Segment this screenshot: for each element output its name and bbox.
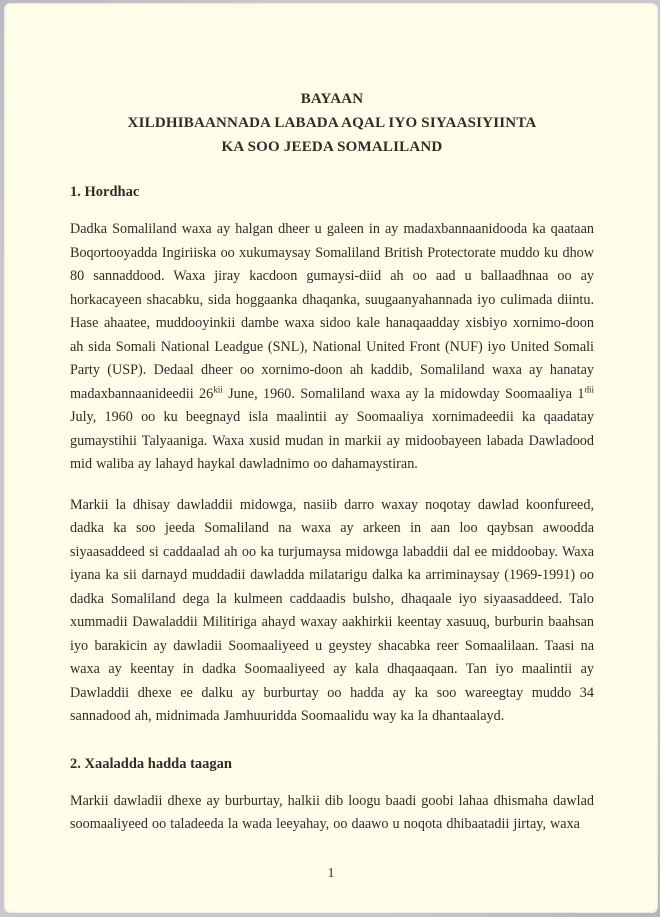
document-page (4, 3, 658, 913)
title-line-2: XILDHIBAANNADA LABADA AQAL IYO SIYAASIYIINTA (127, 115, 537, 131)
paragraph-1-text-a: Dadka Somaliland waxa ay halgan dheer u galeen in ay madaxbannaanidooda ka qaataan Boqortooyadda Ingiriiska oo xukumaysay Somaliland British Protectorate muddo ku dhow 80 sannaddood. Waxa jiray kacdoon gumaysi-diid ah oo aad u ballaadhnaa oo ay horkacayeen shacabku, sida hoggaanka dhaqanka, suugaanyahannada iyo culimada diintu. Hase ahaatee, muddooyinkii dambe waxa sidoo kale hanaqaadday xisbiyo xornimo-doon ah sida Somali National Leadgue (SNL), National United Front (NUF) iyo United Somali Party (USP). Dedaal dheer oo xornimo-doon ah kaddib, Somaliland waxa ay hanatay madaxbannaanideedii 26 (70, 221, 594, 402)
document-title (70, 3, 594, 159)
paragraph-2: Markii la dhisay dawladdii midowga, nasiib darro waxay noqotay dawlad koonfureed, dadka ka soo jeeda Somaliland na waxa ay arkeen in aan loo qaybsan awoodda siyaasaddeed si caddaalad ah oo ka turjumaysa midowga labaddii dal ee middoobay. Waxa iyana ka sii darnayd muddadii dawladda milatarigu dalka ka arriminaysay (1969-1991) oo dadka Somaliland dega la kulmeen caddaadis bulsho, dhaqaale iyo siyaasaddeed. Talo xummadii Dawaladdii Militiriga ahayd waxay aakhirkii keentay xasuuq, burburin baahsan iyo barakicin ay dawladii Soomaaliyeed u geystey shacabka reer Somaalilaan. Taasi na waxa ay keentay in dadka Soomaaliyeed ay kala dhaqaaqaan. Tan iyo maalintii ay Dawladdii dhexe ee dalku ay burburtay oo hadda ay ka soo wareegtay muddo 34 sannadood ah, midnimada Jamhuuridda Soomaalidu way ka la dhantaalayd. (70, 496, 594, 724)
section-heading-xaaladda: 2. Xaaladda hadda taagan (70, 755, 232, 772)
section-heading-hordhac: 1. Hordhac (70, 184, 140, 200)
date-superscript-dii: dii (584, 383, 594, 394)
paragraph-1 (70, 218, 594, 477)
title-line-3: KA SOO JEEDA SOMALILAND (221, 139, 443, 155)
date-superscript-kii: kii (213, 383, 223, 394)
page-content (70, 3, 594, 913)
title-line-1: BAYAAN (300, 91, 364, 107)
paragraph-3: Markii dawladii dhexe ay burburtay, halkii dib loogu baadi goobi lahaa dhismaha dawlad soomaaliyeed oo taladeeda la wada leeyahay, oo daawo u noqota dhibaatadii jirtay, waxa (70, 792, 594, 832)
paragraph-1-text-c: July, 1960 oo ku beegnayd isla maalintii ay Soomaaliya xornimadeedii ka qaadatay gumaystihii Talyaaniga. Waxa xusid mudan in markii ay midoobayeen labada Dawladood mid waliba ay lahayd haykal dawladnimo oo dahamaystiran. (70, 409, 594, 472)
paragraph-1-text-b: June, 1960. Somaliland waxa ay la midowday Soomaaliya 1 (222, 385, 585, 402)
page-number: 1 (327, 865, 335, 880)
